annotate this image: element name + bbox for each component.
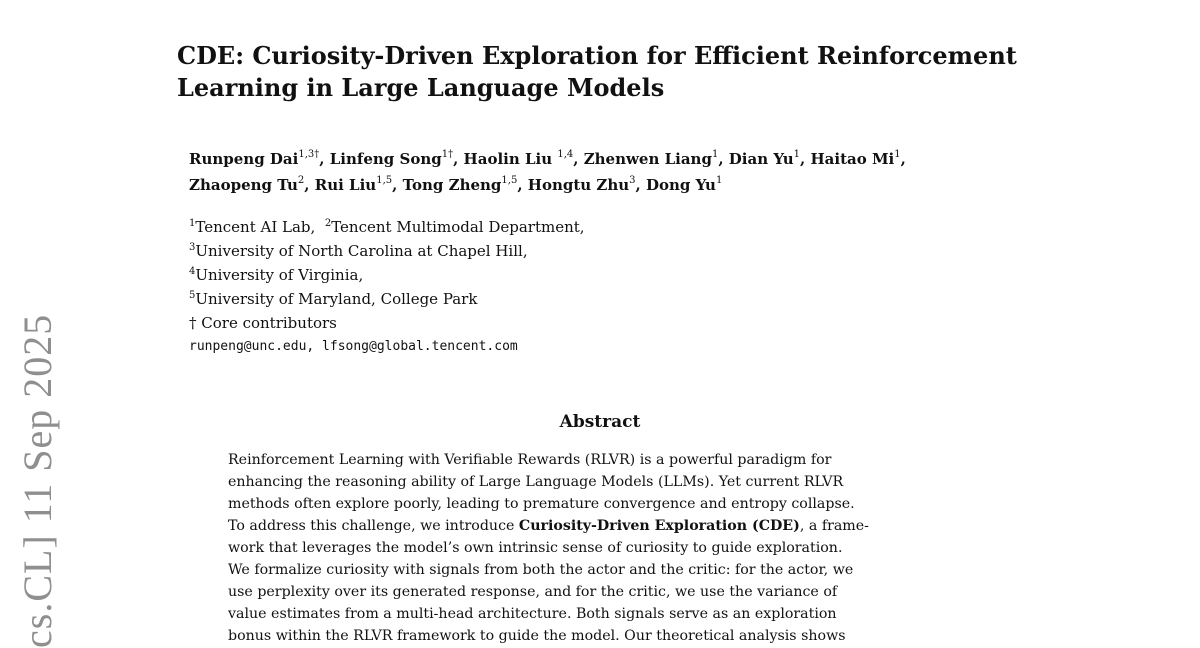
author-name: Runpeng Dai bbox=[189, 150, 299, 168]
author-separator: , bbox=[635, 176, 646, 194]
author bbox=[810, 150, 905, 168]
author-affiliation-marker: 1 bbox=[894, 149, 901, 160]
abstract-line: methods often explore poorly, leading to premature convergence and entropy collapse. bbox=[228, 496, 855, 512]
affiliation-marker: 1 bbox=[189, 218, 196, 229]
author-name: Linfeng Song bbox=[329, 150, 442, 168]
author-name: Zhenwen Liang bbox=[583, 150, 712, 168]
author-separator: , bbox=[453, 150, 464, 168]
affiliation-line bbox=[189, 287, 889, 311]
author bbox=[528, 176, 646, 194]
affiliation-marker: 5 bbox=[189, 290, 196, 301]
author-affiliation-marker: 1,3† bbox=[298, 149, 320, 160]
affiliation-marker: 2 bbox=[324, 218, 332, 229]
affiliation-marker: 3 bbox=[189, 242, 196, 253]
contact-emails[interactable]: runpeng@unc.edu, lfsong@global.tencent.com bbox=[189, 339, 518, 354]
author bbox=[330, 150, 464, 168]
author-separator: , bbox=[573, 150, 584, 168]
abstract-text-segment: To address this challenge, we introduce bbox=[228, 518, 519, 534]
abstract-line: bonus within the RLVR framework to guide the model. Our theoretical analysis shows bbox=[228, 628, 846, 644]
author-name: Rui Liu bbox=[314, 176, 377, 194]
title-line: CDE: Curiosity-Driven Exploration for Efficient Reinforcement bbox=[177, 41, 1017, 70]
paper-title bbox=[177, 40, 1027, 104]
author-affiliation-marker: 1 bbox=[711, 149, 719, 160]
abstract-line: We formalize curiosity with signals from both the actor and the critic: for the actor, we bbox=[228, 562, 854, 578]
affiliation-line bbox=[189, 215, 889, 239]
affiliation-text: Tencent Multimodal Department, bbox=[331, 218, 585, 236]
author-affiliation-marker: 1 bbox=[793, 149, 801, 160]
abstract-line: use perplexity over its generated response, and for the critic, we use the variance of bbox=[228, 584, 838, 600]
author bbox=[464, 150, 584, 168]
author bbox=[189, 176, 315, 194]
author-affiliation-marker: 1† bbox=[441, 149, 454, 160]
author-affiliation-marker: 1,5 bbox=[501, 175, 518, 186]
author-separator: , bbox=[319, 150, 330, 168]
author-separator: , bbox=[900, 150, 906, 168]
title-line: Learning in Large Language Models bbox=[177, 73, 665, 102]
abstract-line: Reinforcement Learning with Verifiable Rewards (RLVR) is a powerful paradigm for bbox=[228, 452, 832, 468]
affiliation-text: University of Virginia, bbox=[195, 266, 364, 284]
author bbox=[584, 150, 729, 168]
arxiv-identifier: cs.CL] 11 Sep 2025 bbox=[15, 313, 60, 648]
affiliation-line bbox=[189, 263, 889, 287]
affiliation-list bbox=[189, 215, 889, 359]
author bbox=[403, 176, 528, 194]
abstract-heading: Abstract bbox=[559, 412, 641, 432]
author bbox=[189, 150, 330, 168]
abstract-line bbox=[228, 515, 978, 537]
abstract-line: enhancing the reasoning ability of Large Language Models (LLMs). Yet current RLVR bbox=[228, 474, 844, 490]
author-separator: , bbox=[392, 176, 403, 194]
author-separator: , bbox=[800, 150, 811, 168]
affiliation-marker: 4 bbox=[189, 266, 196, 277]
author-affiliation-marker: 1,5 bbox=[376, 175, 393, 186]
author-separator: , bbox=[304, 176, 315, 194]
author-list bbox=[189, 146, 1029, 198]
author bbox=[315, 176, 403, 194]
author bbox=[646, 176, 722, 194]
abstract-text bbox=[228, 449, 978, 647]
method-name: Curiosity-Driven Exploration (CDE) bbox=[518, 518, 800, 534]
author-separator: , bbox=[718, 150, 729, 168]
affiliation-text: University of North Carolina at Chapel Hill, bbox=[195, 242, 528, 260]
affiliation-text: Tencent AI Lab, bbox=[195, 218, 316, 236]
author-name: Zhaopeng Tu bbox=[189, 176, 298, 194]
author-name: Dian Yu bbox=[728, 150, 794, 168]
affiliation-text: University of Maryland, College Park bbox=[195, 290, 478, 308]
abstract-line: value estimates from a multi-head architecture. Both signals serve as an exploration bbox=[228, 606, 837, 622]
author-affiliation-marker: 1,4 bbox=[557, 149, 574, 160]
author-name: Tong Zheng bbox=[402, 176, 502, 194]
author-separator: , bbox=[517, 176, 528, 194]
author bbox=[729, 150, 811, 168]
author-name: Hongtu Zhu bbox=[527, 176, 630, 194]
author-affiliation-marker: 1 bbox=[715, 175, 723, 186]
abstract-text-segment: , a frame- bbox=[799, 518, 869, 534]
abstract-line: work that leverages the model’s own intrinsic sense of curiosity to guide exploration. bbox=[228, 540, 843, 556]
author-affiliation-marker: 3 bbox=[629, 175, 636, 186]
author-name: Haolin Liu bbox=[463, 150, 558, 168]
core-contributors-note: † Core contributors bbox=[189, 314, 337, 332]
affiliation-line bbox=[189, 239, 889, 263]
author-name: Dong Yu bbox=[646, 176, 716, 194]
author-name: Haitao Mi bbox=[810, 150, 895, 168]
author-affiliation-marker: 2 bbox=[297, 175, 305, 186]
